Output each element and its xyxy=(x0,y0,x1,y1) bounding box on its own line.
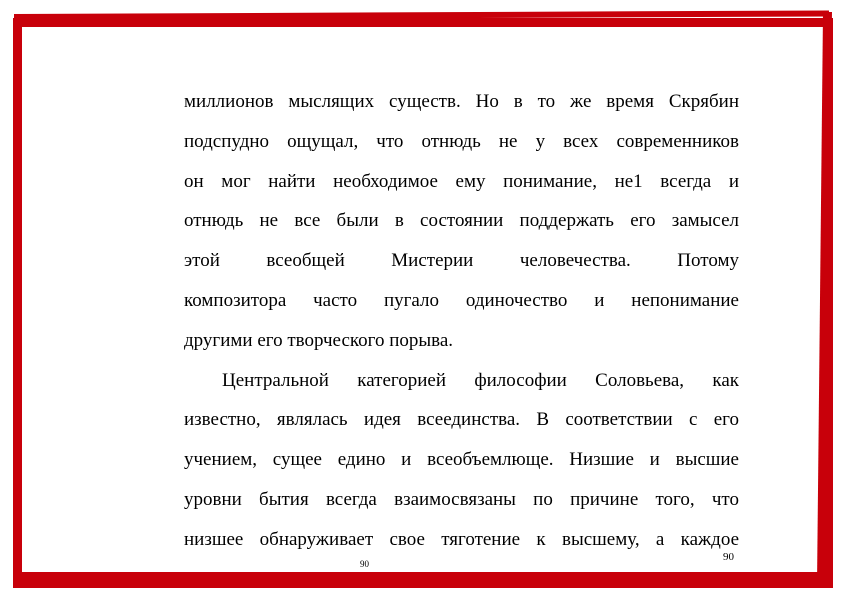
text-line: миллионов мыслящих существ. Но в то же время Скрябин xyxy=(184,91,739,112)
page-number-right: 90 xyxy=(723,551,734,563)
text-line: он мог найти необходимое ему понимание, не1 всегда и xyxy=(184,170,739,192)
text-line: низшее обнаруживает свое тяготение к высшему, а каждое xyxy=(184,528,739,550)
red-frame-bottom xyxy=(14,572,829,581)
text-line: этой всеобщей Мистерии человечества. Потому xyxy=(184,250,739,272)
text-line: учением, сущее едино и всеобъемлюще. Низшие и высшие xyxy=(184,449,739,471)
text-line: отнюдь не все были в состоянии поддержать его замысел xyxy=(184,210,739,232)
page-number-center: 90 xyxy=(360,559,369,569)
text-line: композитора часто пугало одиночество и непонимание xyxy=(184,289,739,311)
text-line-paragraph-end: другими его творческого порыва. xyxy=(184,329,454,351)
text-line: известно, являлась идея всеединства. В соответствии с его xyxy=(184,409,739,431)
text-line: уровни бытия всегда взаимосвязаны по причине того, что xyxy=(184,488,739,510)
text-line: подспудно ощущал, что отнюдь не у всех современников xyxy=(184,130,739,152)
body-text xyxy=(184,82,739,560)
text-line-paragraph-start: Центральной категорией философии Соловьева, как xyxy=(222,369,739,391)
